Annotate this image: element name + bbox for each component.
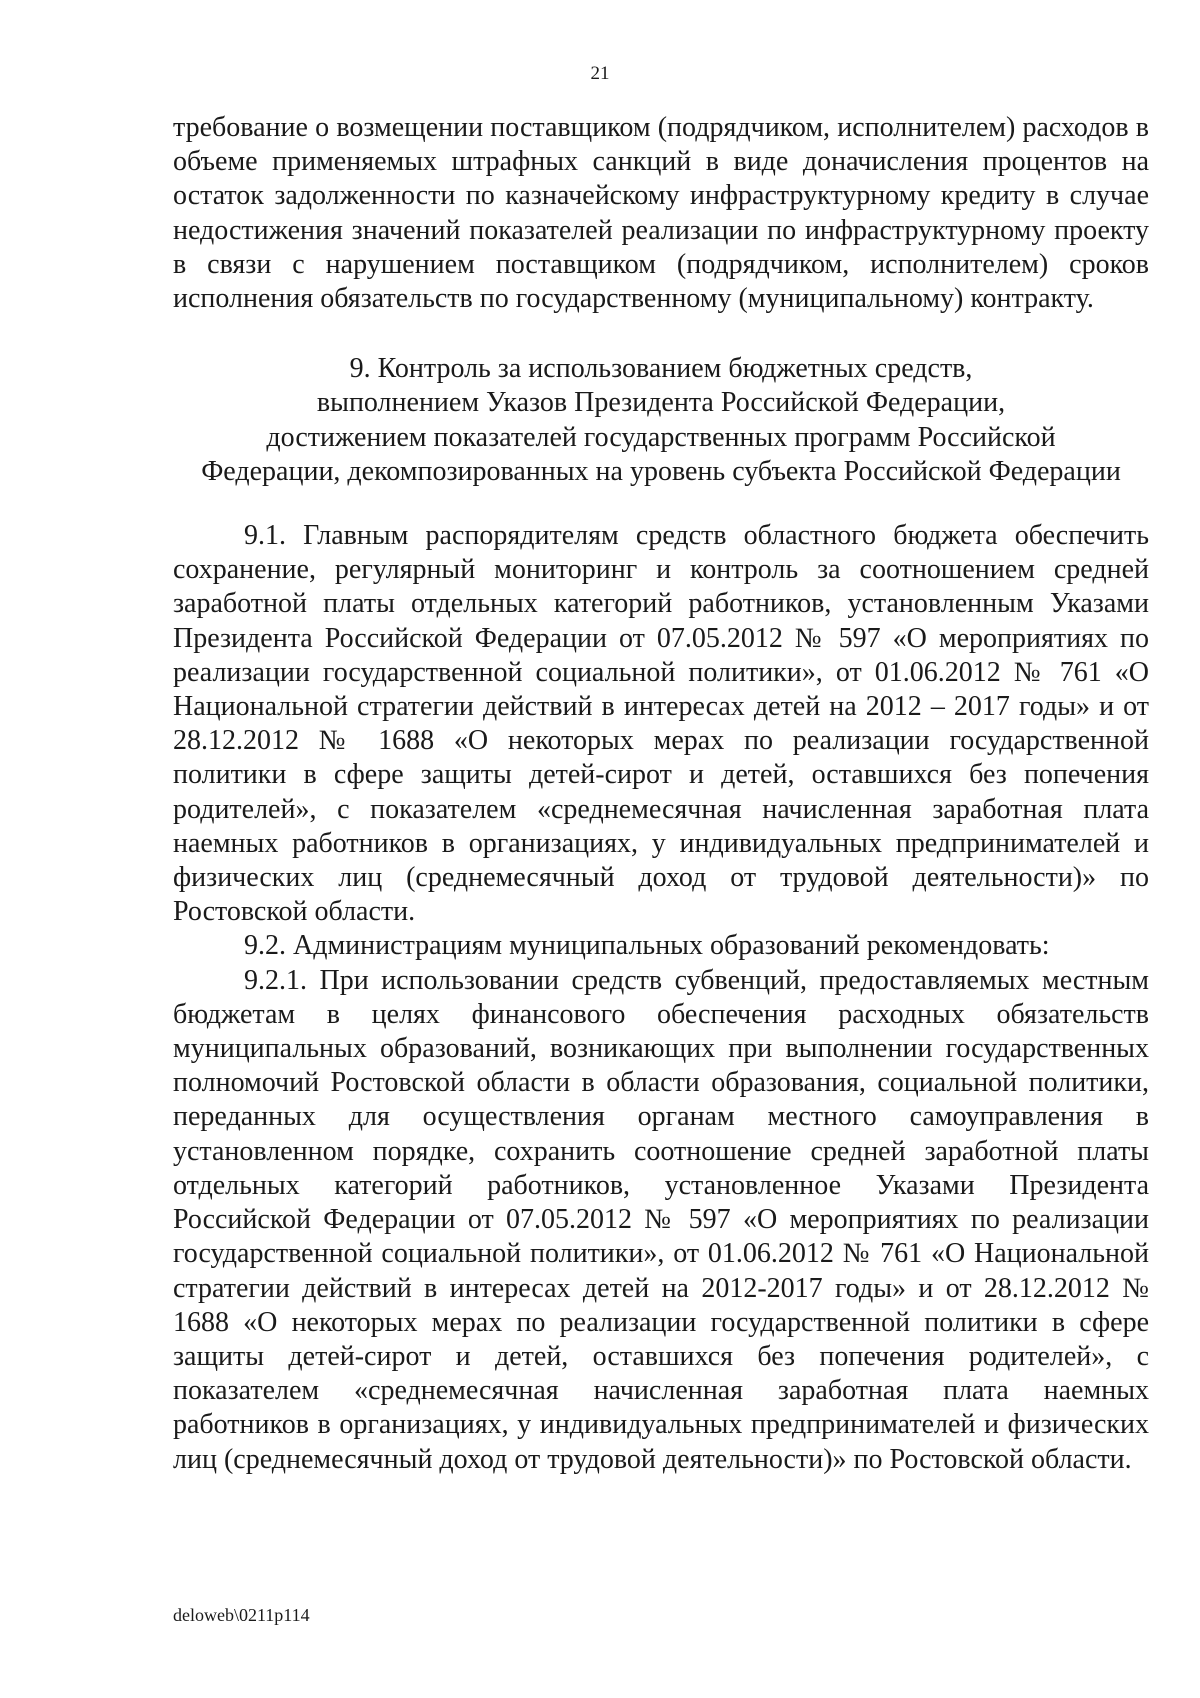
section-heading-line: выполнением Указов Президента Российской Федерации, — [316, 387, 1006, 419]
section-heading-line: Федерации, декомпозированных на уровень субъекта Российской Федерации — [201, 455, 1121, 487]
clause-9-2-1: 9.2.1. При использовании средств субвенций, предоставляемых местным бюджетам в целях финансового обеспечения расходных обязательств муниципальных образований, возникающих при выполнении государственных полномочий Ростовской области в области образования, социальной политики, переданных для осуществления органам местного самоуправления в установленном порядке, сохранить соотношение средней заработной платы отдельных категорий работников, установленное Указами Президента Российской Федерации от 07.05.2012 № 597 «О мероприятиях по реализации государственной социальной политики», от 01.06.2012 № 761 «О Национальной стратегии действий в интересах детей на 2012-2017 годы» и от 28.12.2012 № 1688 «О некоторых мерах по реализации государственной политики в сфере защиты детей-сирот и детей, оставшихся без попечения родителей», с показателем «среднемесячная начисленная заработная плата наемных работников в организациях, у индивидуальных предпринимателей и физических лиц (среднемесячный доход от трудовой деятельности)» по Ростовской области. — [173, 964, 1149, 1475]
section-heading-line: достижением показателей государственных программ Российской — [266, 421, 1056, 453]
clause-9-2: 9.2. Администрациям муниципальных образований рекомендовать: — [244, 930, 1050, 962]
page-number: 21 — [590, 63, 610, 84]
document-body — [173, 111, 1149, 1477]
document-footer-code: deloweb\0211p114 — [173, 1605, 310, 1625]
intro-paragraph: требование о возмещении поставщиком (подрядчиком, исполнителем) расходов в объеме применяемых штрафных санкций в виде доначисления процентов на остаток задолженности по казначейскому инфраструктурному кредиту в случае недостижения значений показателей реализации по инфраструктурному проекту в связи с нарушением поставщиком (подрядчиком, исполнителем) сроков исполнения обязательств по государственному (муниципальному) контракту. — [173, 112, 1149, 315]
clause-9-1: 9.1. Главным распорядителям средств областного бюджета обеспечить сохранение, регулярный мониторинг и контроль за соотношением средней заработной платы отдельных категорий работников, установленным Указами Президента Российской Федерации от 07.05.2012 № 597 «О мероприятиях по реализации государственной социальной политики», от 01.06.2012 № 761 «О Национальной стратегии действий в интересах детей на 2012 – 2017 годы» и от 28.12.2012 № 1688 «О некоторых мерах по реализации государственной политики в сфере защиты детей-сирот и детей, оставшихся без попечения родителей», с показателем «среднемесячная начисленная заработная плата наемных работников в организациях, у индивидуальных предпринимателей и физических лиц (среднемесячный доход от трудовой деятельности)» по Ростовской области. — [173, 520, 1149, 928]
section-heading-line: 9. Контроль за использованием бюджетных средств, — [349, 353, 973, 385]
section-heading — [173, 352, 1149, 489]
